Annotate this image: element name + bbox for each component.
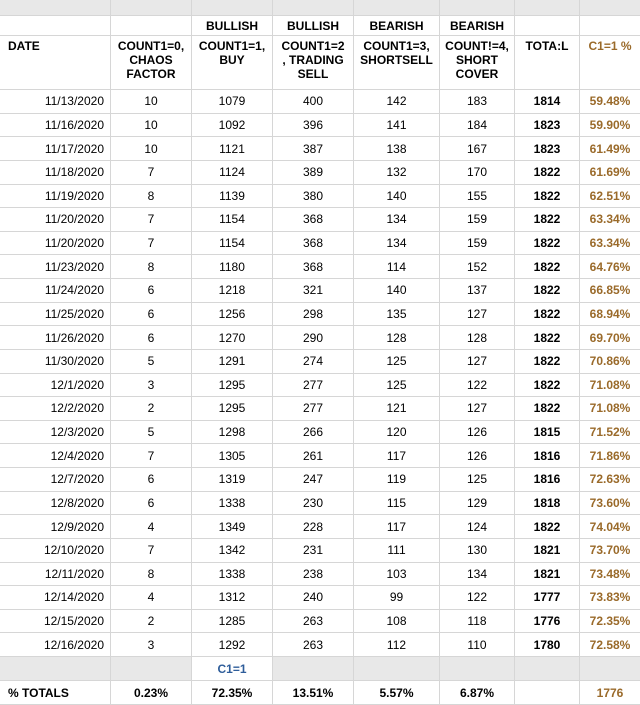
count2-cell[interactable]: 247 <box>273 468 354 492</box>
c1-pct-cell[interactable]: 68.94% <box>580 303 640 327</box>
count3-cell[interactable]: 135 <box>354 303 440 327</box>
header-cell[interactable] <box>0 16 111 36</box>
date-cell[interactable]: 12/1/2020 <box>0 374 111 398</box>
count2-cell[interactable]: 368 <box>273 255 354 279</box>
c1-label-row <box>0 657 640 681</box>
count0-cell[interactable]: 7 <box>111 208 192 232</box>
date-cell[interactable]: 11/26/2020 <box>0 326 111 350</box>
c1-pct-cell[interactable]: 73.60% <box>580 492 640 516</box>
count1-cell[interactable]: 1312 <box>192 586 273 610</box>
total-cell[interactable]: 1814 <box>515 90 580 114</box>
c1-pct-cell[interactable]: 71.08% <box>580 374 640 398</box>
count0-cell[interactable]: 7 <box>111 539 192 563</box>
c1-pct-cell[interactable]: 73.70% <box>580 539 640 563</box>
count4-cell[interactable]: 127 <box>440 303 515 327</box>
count4-cell[interactable]: 126 <box>440 421 515 445</box>
totals-row <box>0 681 640 705</box>
count3-cell[interactable]: 138 <box>354 137 440 161</box>
total-cell[interactable]: 1822 <box>515 515 580 539</box>
c1-pct-cell[interactable]: 71.86% <box>580 444 640 468</box>
total-cell[interactable]: 1776 <box>515 610 580 634</box>
count3-cell[interactable]: 115 <box>354 492 440 516</box>
table-row <box>0 232 640 256</box>
total-cell[interactable]: 1816 <box>515 468 580 492</box>
count0-cell[interactable]: 8 <box>111 563 192 587</box>
total-cell[interactable]: 1822 <box>515 232 580 256</box>
c1-pct-cell[interactable]: 61.69% <box>580 161 640 185</box>
count0-cell[interactable]: 8 <box>111 185 192 209</box>
count1-cell[interactable]: 1121 <box>192 137 273 161</box>
c1-pct-cell[interactable]: 61.49% <box>580 137 640 161</box>
count1-cell[interactable]: 1180 <box>192 255 273 279</box>
date-cell[interactable]: 12/2/2020 <box>0 397 111 421</box>
count2-cell[interactable]: 263 <box>273 633 354 657</box>
count4-cell[interactable]: 129 <box>440 492 515 516</box>
table-row <box>0 303 640 327</box>
count4-cell[interactable]: 167 <box>440 137 515 161</box>
count0-cell[interactable]: 10 <box>111 114 192 138</box>
cell[interactable] <box>354 0 440 16</box>
count1-cell[interactable]: 1295 <box>192 397 273 421</box>
date-cell[interactable]: 12/10/2020 <box>0 539 111 563</box>
header-count2[interactable]: COUNT1=2 , TRADING SELL <box>273 36 354 90</box>
date-cell[interactable]: 11/25/2020 <box>0 303 111 327</box>
count0-cell[interactable]: 2 <box>111 397 192 421</box>
total-cell[interactable]: 1822 <box>515 397 580 421</box>
date-cell[interactable]: 11/20/2020 <box>0 208 111 232</box>
table-row <box>0 515 640 539</box>
count0-cell[interactable]: 7 <box>111 161 192 185</box>
table-row <box>0 326 640 350</box>
table-row <box>0 539 640 563</box>
date-cell[interactable]: 11/17/2020 <box>0 137 111 161</box>
count3-cell[interactable]: 114 <box>354 255 440 279</box>
count1-cell[interactable]: 1139 <box>192 185 273 209</box>
count3-cell[interactable]: 108 <box>354 610 440 634</box>
count3-cell[interactable]: 141 <box>354 114 440 138</box>
table-row <box>0 137 640 161</box>
count4-cell[interactable]: 159 <box>440 208 515 232</box>
count1-cell[interactable]: 1338 <box>192 492 273 516</box>
totals-label[interactable]: % TOTALS <box>0 681 111 705</box>
count1-cell[interactable]: 1342 <box>192 539 273 563</box>
date-cell[interactable]: 11/18/2020 <box>0 161 111 185</box>
c1-pct-cell[interactable]: 72.58% <box>580 633 640 657</box>
cell[interactable] <box>0 657 111 681</box>
header-total[interactable]: TOTA:L <box>515 36 580 90</box>
header-count3[interactable]: COUNT1=3, SHORTSELL <box>354 36 440 90</box>
count3-cell[interactable]: 99 <box>354 586 440 610</box>
count4-cell[interactable]: 152 <box>440 255 515 279</box>
count1-cell[interactable]: 1292 <box>192 633 273 657</box>
c1-pct-cell[interactable]: 73.48% <box>580 563 640 587</box>
table-row <box>0 397 640 421</box>
count3-cell[interactable]: 117 <box>354 515 440 539</box>
table-row <box>0 90 640 114</box>
cell[interactable] <box>111 0 192 16</box>
date-cell[interactable]: 11/24/2020 <box>0 279 111 303</box>
table-row <box>0 563 640 587</box>
count2-cell[interactable]: 277 <box>273 374 354 398</box>
table-row <box>0 586 640 610</box>
count0-cell[interactable]: 8 <box>111 255 192 279</box>
count1-cell[interactable]: 1154 <box>192 208 273 232</box>
count4-cell[interactable]: 183 <box>440 90 515 114</box>
count3-cell[interactable]: 125 <box>354 350 440 374</box>
count4-cell[interactable]: 155 <box>440 185 515 209</box>
cell[interactable] <box>440 0 515 16</box>
count0-cell[interactable]: 4 <box>111 515 192 539</box>
date-cell[interactable]: 12/11/2020 <box>0 563 111 587</box>
count3-cell[interactable]: 103 <box>354 563 440 587</box>
count0-cell[interactable]: 6 <box>111 303 192 327</box>
column-header-row <box>0 36 640 90</box>
count0-cell[interactable]: 3 <box>111 633 192 657</box>
count1-cell[interactable]: 1256 <box>192 303 273 327</box>
count1-cell[interactable]: 1349 <box>192 515 273 539</box>
c1-pct-cell[interactable]: 66.85% <box>580 279 640 303</box>
totals-count2[interactable]: 13.51% <box>273 681 354 705</box>
date-cell[interactable]: 12/16/2020 <box>0 633 111 657</box>
count1-cell[interactable]: 1285 <box>192 610 273 634</box>
count3-cell[interactable]: 120 <box>354 421 440 445</box>
totals-count4[interactable]: 6.87% <box>440 681 515 705</box>
header-cell[interactable] <box>111 16 192 36</box>
count2-cell[interactable]: 238 <box>273 563 354 587</box>
c1-pct-cell[interactable]: 74.04% <box>580 515 640 539</box>
count4-cell[interactable]: 110 <box>440 633 515 657</box>
count1-cell[interactable]: 1319 <box>192 468 273 492</box>
trend-label-bearish[interactable]: BEARISH <box>354 16 440 36</box>
count1-cell[interactable]: 1124 <box>192 161 273 185</box>
count4-cell[interactable]: 127 <box>440 350 515 374</box>
table-row <box>0 114 640 138</box>
table-row <box>0 208 640 232</box>
date-cell[interactable]: 12/4/2020 <box>0 444 111 468</box>
date-cell[interactable]: 12/15/2020 <box>0 610 111 634</box>
count4-cell[interactable]: 127 <box>440 397 515 421</box>
total-cell[interactable]: 1822 <box>515 326 580 350</box>
header-c1-pct[interactable]: C1=1 % <box>580 36 640 90</box>
date-cell[interactable]: 12/7/2020 <box>0 468 111 492</box>
c1-label[interactable]: C1=1 <box>192 657 273 681</box>
count2-cell[interactable]: 400 <box>273 90 354 114</box>
c1-pct-cell[interactable]: 72.63% <box>580 468 640 492</box>
count0-cell[interactable]: 2 <box>111 610 192 634</box>
count3-cell[interactable]: 140 <box>354 279 440 303</box>
table-row <box>0 255 640 279</box>
date-cell[interactable]: 12/9/2020 <box>0 515 111 539</box>
count2-cell[interactable]: 368 <box>273 208 354 232</box>
count4-cell[interactable]: 159 <box>440 232 515 256</box>
count3-cell[interactable]: 142 <box>354 90 440 114</box>
count1-cell[interactable]: 1218 <box>192 279 273 303</box>
table-row <box>0 161 640 185</box>
header-date[interactable]: DATE <box>0 36 111 90</box>
count0-cell[interactable]: 5 <box>111 421 192 445</box>
count0-cell[interactable]: 6 <box>111 279 192 303</box>
cell[interactable] <box>515 0 580 16</box>
date-cell[interactable]: 11/23/2020 <box>0 255 111 279</box>
table-row <box>0 492 640 516</box>
c1-pct-cell[interactable]: 59.90% <box>580 114 640 138</box>
count2-cell[interactable]: 261 <box>273 444 354 468</box>
date-cell[interactable]: 11/20/2020 <box>0 232 111 256</box>
total-cell[interactable]: 1823 <box>515 137 580 161</box>
count1-cell[interactable]: 1338 <box>192 563 273 587</box>
table-row <box>0 279 640 303</box>
cell[interactable] <box>0 0 111 16</box>
count1-cell[interactable]: 1295 <box>192 374 273 398</box>
table-row <box>0 374 640 398</box>
totals-c1-total[interactable]: 1776 <box>580 681 640 705</box>
header-count1[interactable]: COUNT1=1, BUY <box>192 36 273 90</box>
date-cell[interactable]: 12/14/2020 <box>0 586 111 610</box>
c1-pct-cell[interactable]: 62.51% <box>580 185 640 209</box>
count1-cell[interactable]: 1305 <box>192 444 273 468</box>
count4-cell[interactable]: 128 <box>440 326 515 350</box>
count0-cell[interactable]: 6 <box>111 492 192 516</box>
c1-pct-cell[interactable]: 69.70% <box>580 326 640 350</box>
table-row <box>0 185 640 209</box>
cell[interactable] <box>580 0 640 16</box>
count1-cell[interactable]: 1298 <box>192 421 273 445</box>
totals-count1[interactable]: 72.35% <box>192 681 273 705</box>
count3-cell[interactable]: 134 <box>354 208 440 232</box>
total-cell[interactable]: 1822 <box>515 185 580 209</box>
count2-cell[interactable]: 387 <box>273 137 354 161</box>
count0-cell[interactable]: 10 <box>111 90 192 114</box>
count4-cell[interactable]: 137 <box>440 279 515 303</box>
header-cell[interactable] <box>580 16 640 36</box>
top-gray-row <box>0 0 640 16</box>
count0-cell[interactable]: 6 <box>111 326 192 350</box>
count2-cell[interactable]: 290 <box>273 326 354 350</box>
count4-cell[interactable]: 125 <box>440 468 515 492</box>
count4-cell[interactable]: 130 <box>440 539 515 563</box>
date-cell[interactable]: 11/30/2020 <box>0 350 111 374</box>
date-cell[interactable]: 11/19/2020 <box>0 185 111 209</box>
date-cell[interactable]: 11/16/2020 <box>0 114 111 138</box>
count0-cell[interactable]: 5 <box>111 350 192 374</box>
cell[interactable] <box>354 657 440 681</box>
total-cell[interactable]: 1821 <box>515 563 580 587</box>
totals-total[interactable] <box>515 681 580 705</box>
total-cell[interactable]: 1822 <box>515 255 580 279</box>
cell[interactable] <box>192 0 273 16</box>
c1-pct-cell[interactable]: 72.35% <box>580 610 640 634</box>
count2-cell[interactable]: 368 <box>273 232 354 256</box>
date-cell[interactable]: 12/3/2020 <box>0 421 111 445</box>
count2-cell[interactable]: 298 <box>273 303 354 327</box>
count0-cell[interactable]: 6 <box>111 468 192 492</box>
table-row <box>0 633 640 657</box>
total-cell[interactable]: 1777 <box>515 586 580 610</box>
count1-cell[interactable]: 1270 <box>192 326 273 350</box>
count3-cell[interactable]: 111 <box>354 539 440 563</box>
c1-pct-cell[interactable]: 71.52% <box>580 421 640 445</box>
c1-pct-cell[interactable]: 63.34% <box>580 232 640 256</box>
c1-pct-cell[interactable]: 70.86% <box>580 350 640 374</box>
count3-cell[interactable]: 119 <box>354 468 440 492</box>
count3-cell[interactable]: 125 <box>354 374 440 398</box>
total-cell[interactable]: 1822 <box>515 161 580 185</box>
count3-cell[interactable]: 132 <box>354 161 440 185</box>
table-row <box>0 468 640 492</box>
count4-cell[interactable]: 134 <box>440 563 515 587</box>
count3-cell[interactable]: 117 <box>354 444 440 468</box>
totals-count3[interactable]: 5.57% <box>354 681 440 705</box>
total-cell[interactable]: 1821 <box>515 539 580 563</box>
count2-cell[interactable]: 266 <box>273 421 354 445</box>
count4-cell[interactable]: 122 <box>440 586 515 610</box>
c1-pct-cell[interactable]: 63.34% <box>580 208 640 232</box>
c1-pct-cell[interactable]: 64.76% <box>580 255 640 279</box>
count2-cell[interactable]: 396 <box>273 114 354 138</box>
count2-cell[interactable]: 228 <box>273 515 354 539</box>
table-row <box>0 350 640 374</box>
count2-cell[interactable]: 230 <box>273 492 354 516</box>
total-cell[interactable]: 1823 <box>515 114 580 138</box>
cell[interactable] <box>273 0 354 16</box>
cell[interactable] <box>580 657 640 681</box>
count0-cell[interactable]: 10 <box>111 137 192 161</box>
count1-cell[interactable]: 1092 <box>192 114 273 138</box>
date-cell[interactable]: 11/13/2020 <box>0 90 111 114</box>
count4-cell[interactable]: 184 <box>440 114 515 138</box>
c1-pct-cell[interactable]: 59.48% <box>580 90 640 114</box>
total-cell[interactable]: 1822 <box>515 303 580 327</box>
c1-pct-cell[interactable]: 73.83% <box>580 586 640 610</box>
count3-cell[interactable]: 140 <box>354 185 440 209</box>
count2-cell[interactable]: 389 <box>273 161 354 185</box>
total-cell[interactable]: 1818 <box>515 492 580 516</box>
cell[interactable] <box>515 657 580 681</box>
total-cell[interactable]: 1780 <box>515 633 580 657</box>
cell[interactable] <box>111 657 192 681</box>
count3-cell[interactable]: 121 <box>354 397 440 421</box>
count0-cell[interactable]: 7 <box>111 232 192 256</box>
header-count0[interactable]: COUNT1=0, CHAOS FACTOR <box>111 36 192 90</box>
count1-cell[interactable]: 1291 <box>192 350 273 374</box>
count4-cell[interactable]: 170 <box>440 161 515 185</box>
table-row <box>0 421 640 445</box>
trend-label-bearish[interactable]: BEARISH <box>440 16 515 36</box>
cell[interactable] <box>440 657 515 681</box>
count3-cell[interactable]: 128 <box>354 326 440 350</box>
count3-cell[interactable]: 134 <box>354 232 440 256</box>
header-cell[interactable] <box>515 16 580 36</box>
trend-label-bullish[interactable]: BULLISH <box>192 16 273 36</box>
count2-cell[interactable]: 263 <box>273 610 354 634</box>
table-row <box>0 444 640 468</box>
count4-cell[interactable]: 124 <box>440 515 515 539</box>
total-cell[interactable]: 1822 <box>515 279 580 303</box>
count4-cell[interactable]: 126 <box>440 444 515 468</box>
date-cell[interactable]: 12/8/2020 <box>0 492 111 516</box>
count2-cell[interactable]: 277 <box>273 397 354 421</box>
header-count4[interactable]: COUNT!=4, SHORT COVER <box>440 36 515 90</box>
total-cell[interactable]: 1822 <box>515 374 580 398</box>
count4-cell[interactable]: 118 <box>440 610 515 634</box>
count1-cell[interactable]: 1154 <box>192 232 273 256</box>
count2-cell[interactable]: 240 <box>273 586 354 610</box>
total-cell[interactable]: 1822 <box>515 208 580 232</box>
c1-pct-cell[interactable]: 71.08% <box>580 397 640 421</box>
total-cell[interactable]: 1822 <box>515 350 580 374</box>
table-row <box>0 610 640 634</box>
count2-cell[interactable]: 274 <box>273 350 354 374</box>
count3-cell[interactable]: 112 <box>354 633 440 657</box>
count2-cell[interactable]: 321 <box>273 279 354 303</box>
trend-label-bullish[interactable]: BULLISH <box>273 16 354 36</box>
trend-header-row <box>0 16 640 36</box>
totals-count0[interactable]: 0.23% <box>111 681 192 705</box>
count2-cell[interactable]: 231 <box>273 539 354 563</box>
count0-cell[interactable]: 3 <box>111 374 192 398</box>
count2-cell[interactable]: 380 <box>273 185 354 209</box>
cell[interactable] <box>273 657 354 681</box>
count0-cell[interactable]: 4 <box>111 586 192 610</box>
total-cell[interactable]: 1816 <box>515 444 580 468</box>
count0-cell[interactable]: 7 <box>111 444 192 468</box>
count1-cell[interactable]: 1079 <box>192 90 273 114</box>
count4-cell[interactable]: 122 <box>440 374 515 398</box>
total-cell[interactable]: 1815 <box>515 421 580 445</box>
